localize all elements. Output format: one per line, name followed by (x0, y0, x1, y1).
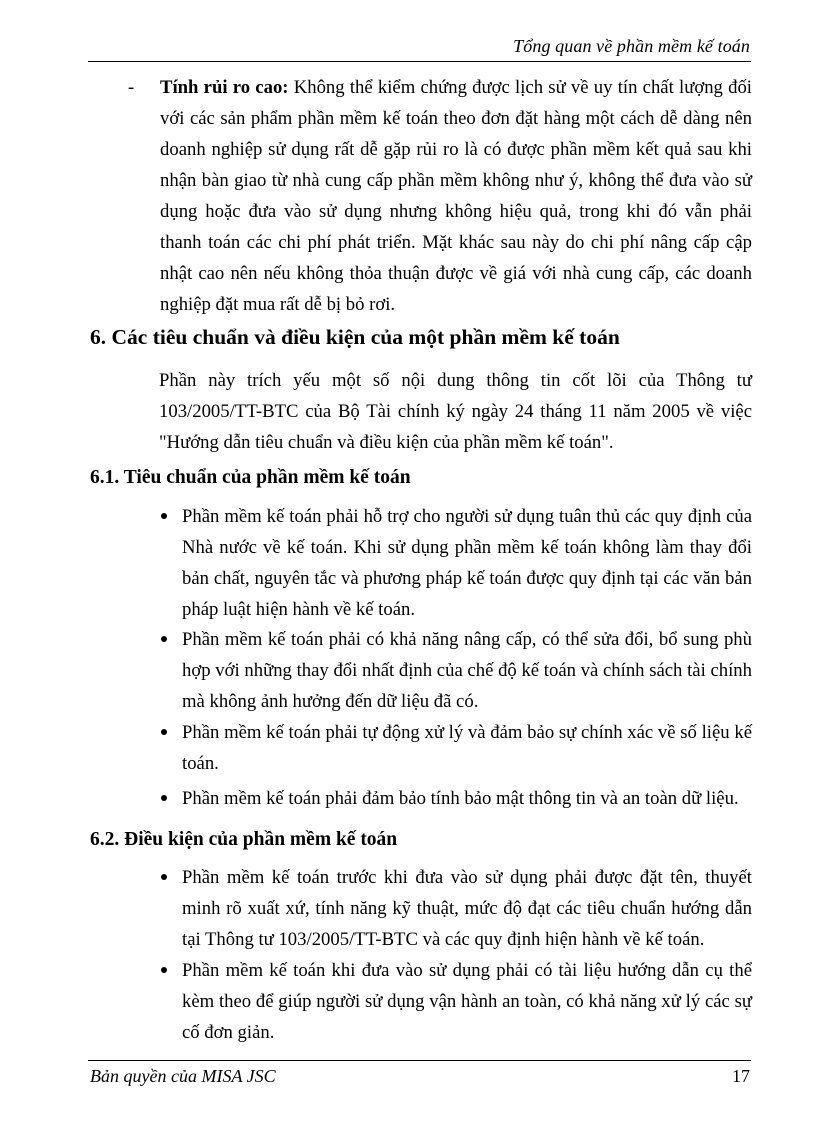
section-6-heading: 6. Các tiêu chuẩn và điều kiện của một phần mềm kế toán (90, 325, 620, 349)
header-divider (88, 61, 751, 62)
footer-copyright: Bản quyền của MISA JSC (90, 1066, 276, 1086)
risk-list-item (128, 72, 753, 320)
dash-marker: - (128, 77, 135, 98)
risk-paragraph (160, 72, 752, 320)
section-6-intro (159, 365, 752, 458)
bullet-icon (161, 636, 167, 642)
list-item-text: Phần mềm kế toán khi đưa vào sử dụng phải có tài liệu hướng dẫn cụ thể kèm theo để giúp người sử dụng vận hành an toàn, có khả năng xử lý các sự cố đơn giản. (182, 960, 752, 1043)
page-number: 17 (732, 1066, 750, 1086)
intro-paragraph: Phần này trích yếu một số nội dung thông tin cốt lõi của Thông tư 103/2005/TT-BTC của Bộ Tài chính ký ngày 24 tháng 11 năm 2005 về việc "Hướng dẫn tiêu chuẩn và điều kiện của phần mềm kế toán". (159, 370, 752, 453)
footer-divider (88, 1060, 751, 1061)
list-item-text: Phần mềm kế toán phải đảm bảo tính bảo mật thông tin và an toàn dữ liệu. (182, 788, 739, 809)
list-item-text: Phần mềm kế toán phải có khả năng nâng cấp, có thể sửa đổi, bổ sung phù hợp với những thay đổi nhất định của chế độ kế toán và chính sách tài chính mà không ảnh hưởng đến dữ liệu đã có. (182, 629, 752, 712)
list-item (182, 501, 752, 625)
risk-text: Không thể kiểm chứng được lịch sử về uy tín chất lượng đối với các sản phẩm phần mềm kế toán theo đơn đặt hàng một cách dễ dàng nên doanh nghiệp sử dụng rất dễ gặp rủi ro là có được phần mềm kết quả sau khi nhận bàn giao từ nhà cung cấp phần mềm không như ý, không thể đưa vào sử dụng hoặc đưa vào sử dụng nhưng không hiệu quả, trong khi đó vẫn phải thanh toán các chi phí phát triển. Mặt khác sau này do chi phí nâng cấp cập nhật cao nên nếu không thỏa thuận được về giá với nhà cung cấp, các doanh nghiệp đặt mua rất dễ bị bỏ rơi. (160, 77, 753, 315)
list-item (182, 955, 752, 1048)
section-6-2-heading: 6.2. Điều kiện của phần mềm kế toán (90, 829, 398, 850)
list-item (182, 862, 752, 955)
bullet-icon (161, 795, 167, 801)
running-header: Tổng quan về phần mềm kế toán (513, 36, 750, 56)
list-item-text: Phần mềm kế toán trước khi đưa vào sử dụng phải được đặt tên, thuyết minh rõ xuất xứ, tính năng kỹ thuật, mức độ đạt các tiêu chuẩn hướng dẫn tại Thông tư 103/2005/TT-BTC và các quy định hiện hành về kế toán. (182, 867, 752, 950)
list-item-text: Phần mềm kế toán phải tự động xử lý và đảm bảo sự chính xác về số liệu kế toán. (182, 722, 752, 774)
list-item (182, 624, 752, 717)
risk-label: Tính rủi ro cao: (160, 77, 289, 98)
bullet-icon (161, 729, 167, 735)
bullet-icon (161, 874, 167, 880)
bullet-icon (161, 967, 167, 973)
list-item (182, 783, 752, 814)
section-6-1-heading: 6.1. Tiêu chuẩn của phần mềm kế toán (90, 467, 411, 488)
list-item-text: Phần mềm kế toán phải hỗ trợ cho người sử dụng tuân thủ các quy định của Nhà nước về kế toán. Khi sử dụng phần mềm kế toán không làm thay đổi bản chất, nguyên tắc và phương pháp kế toán được quy định tại các văn bản pháp luật hiện hành về kế toán. (182, 506, 752, 620)
list-item (182, 717, 752, 779)
bullet-icon (161, 513, 167, 519)
